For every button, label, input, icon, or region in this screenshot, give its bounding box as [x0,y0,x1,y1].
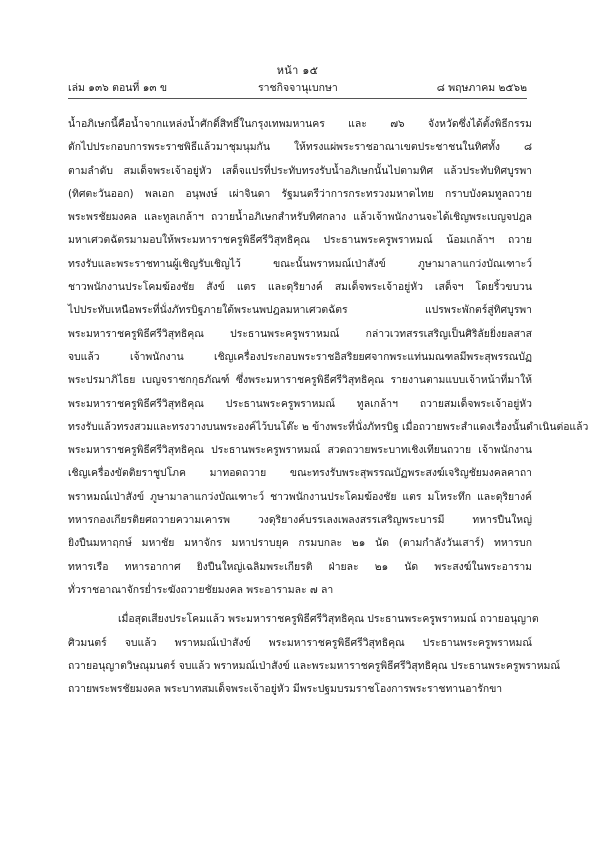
text-line: พระพรชัยมงคล และทูลเกล้าฯ ถวายน้ำอภิเษกสำหรับทิศกลาง แล้วเจ้าพนักงานจะได้เชิญพระเบญจปฎล [68,211,532,224]
text-line: ทรงรับแล้วทรงสวมและทรงวางบนพระองค์ไว้บนโต๊ะ ๒ ข้างพระที่นั่งภัทรบิฐ เมื่อถวายพระสำแดงเรื่องนั้นดำเนินต่อแล้ว [68,420,589,433]
paragraph-1 [68,113,589,602]
text-line: ทหารกองเกียรติยศถวายความเคารพ วงดุริยางค์บรรเลงเพลงสรรเสริญพระบารมี ทหารปืนใหญ่ [68,514,532,527]
text-line: ชาวพนักงานประโคมฆ้องชัย สังข์ แตร และดุริยางค์ สมเด็จพระเจ้าอยู่หัว เสด็จฯ โดยริ้วขบวน [68,281,532,294]
text-line: เชิญเครื่องขัตติยราชูปโภค มาทอดถวาย ขณะทรงรับพระสุพรรณบัฏพระสงฆ์เจริญชัยมงคลคาถา [68,467,532,480]
gazette-header [68,79,527,95]
publication-date: ๘ พฤษภาคม ๒๕๖๒ [436,82,527,94]
text-line: มหาเศวตฉัตรมามอบให้พระมหาราชครูพิธีศรีวิสุทธิคุณ ประธานพระครูพราหมณ์ น้อมเกล้าฯ ถวาย [68,234,532,247]
text-line: พระมหาราชครูพิธีศรีวิสุทธิคุณ ประธานพระครูพราหมณ์ ทูลเกล้าฯ ถวายสมเด็จพระเจ้าอยู่หัว [68,397,532,410]
paragraph-2 [68,608,561,701]
page-number: หน้า ๑๕ [276,64,319,77]
volume-issue: เล่ม ๑๓๖ ตอนที่ ๑๓ ข [68,82,168,94]
text-line: ศิวมนตร์ จบแล้ว พราหมณ์เป่าสังข์ พระมหาราชครูพิธีศรีวิสุทธิคุณ ประธานพระครูพราหมณ์ [68,636,532,649]
text-line: ไปประทับเหนือพระที่นั่งภัทรบิฐภายใต้พระนพปฎลมหาเศวตฉัตร แปรพระพักตร์สู่ทิศบูรพา [68,304,532,317]
text-line: จบแล้ว เจ้าพนักงาน เชิญเครื่องประกอบพระราชอิสริยยศจากพระแท่นมณฑลมีพระสุพรรณบัฏ [68,350,532,363]
text-line: พระปรมาภิไธย เบญจราชกกุธภัณฑ์ ซึ่งพระมหาราชครูพิธีศรีวิสุทธิคุณ รายงานตามแบบเจ้าหน้าที่มาให้ [68,374,532,387]
header-divider [68,98,527,99]
text-line: (ทิศตะวันออก) พลเอก อนุพงษ์ เผ่าจินดา รัฐมนตรีว่าการกระทรวงมหาดไทย กราบบังคมทูลถวาย [68,187,532,200]
text-line: ตามลำดับ สมเด็จพระเจ้าอยู่หัว เสด็จแปรที่ประทับทรงรับน้ำอภิเษกนั้นไปตามทิศ แล้วประทับทิศบูรพา [68,164,532,177]
text-line: พระมหาราชครูพิธีศรีวิสุทธิคุณ ประธานพระครูพราหมณ์ สวดถวายพระบาทเชิงเทียนถวาย เจ้าพนักงาน [68,444,532,457]
text-line: ทหารเรือ ทหารอากาศ ยิงปืนใหญ่เฉลิมพระเกียรติ ฝ่ายละ ๒๑ นัด พระสงฆ์ในพระอาราม [68,560,532,573]
body-text [68,113,589,701]
text-line: พราหมณ์เป่าสังข์ ภูษามาลาแกว่งบัณเฑาะว์ ชาวพนักงานประโคมฆ้องชัย แตร มโหระทึก และดุริยางค์ [68,490,532,503]
text-line: ทรงรับและพระราชทานผู้เชิญรับเชิญไว้ ขณะนั้นพราหมณ์เป่าสังข์ ภูษามาลาแกว่งบัณเฑาะว์ [68,257,532,270]
text-line: ทั่วราชอาณาจักรย่ำระฆังถวายชัยมงคล พระอารามละ ๗ ลา [68,583,334,596]
text-line: ตักไปประกอบการพระราชพิธีแล้วมาชุมนุมกัน ให้ทรงแผ่พระราชอาณาเขตประชาชนในทิศทั้ง ๘ [68,141,532,154]
text-line: น้ำอภิเษกนี้คือน้ำจากแหล่งน้ำศักดิ์สิทธิ์ในกรุงเทพมหานคร และ ๗๖ จังหวัดซึ่งได้ตั้งพิธีกรรม [68,118,532,130]
publication-name: ราชกิจจานุเบกษา [258,82,338,94]
text-line: ถวายพระพรชัยมงคล พระบาทสมเด็จพระเจ้าอยู่หัว มีพระปฐมบรมราชโองการพระราชทานอารักขา [68,683,503,696]
text-line: เมื่อสุดเสียงประโคมแล้ว พระมหาราชครูพิธีศรีวิสุทธิคุณ ประธานพระครูพราหมณ์ ถวายอนุญาต [118,613,539,626]
text-line: พระมหาราชครูพิธีศรีวิสุทธิคุณ ประธานพระครูพราหมณ์ กล่าวเวทสรรเสริญเป็นศิริลัยยิ่งยลสาส [68,327,532,340]
text-line: ยิงปืนมหาฤกษ์ มหาชัย มหาจักร มหาปราบยุค กรมบกละ ๒๑ นัด (ตามกำลังวันเสาร์) ทหารบก [68,537,532,550]
text-line: ถวายอนุญาตวิษณุมนตร์ จบแล้ว พราหมณ์เป่าสังข์ และพระมหาราชครูพิธีศรีวิสุทธิคุณ ประธานพระครูพราหมณ์ [68,659,561,672]
